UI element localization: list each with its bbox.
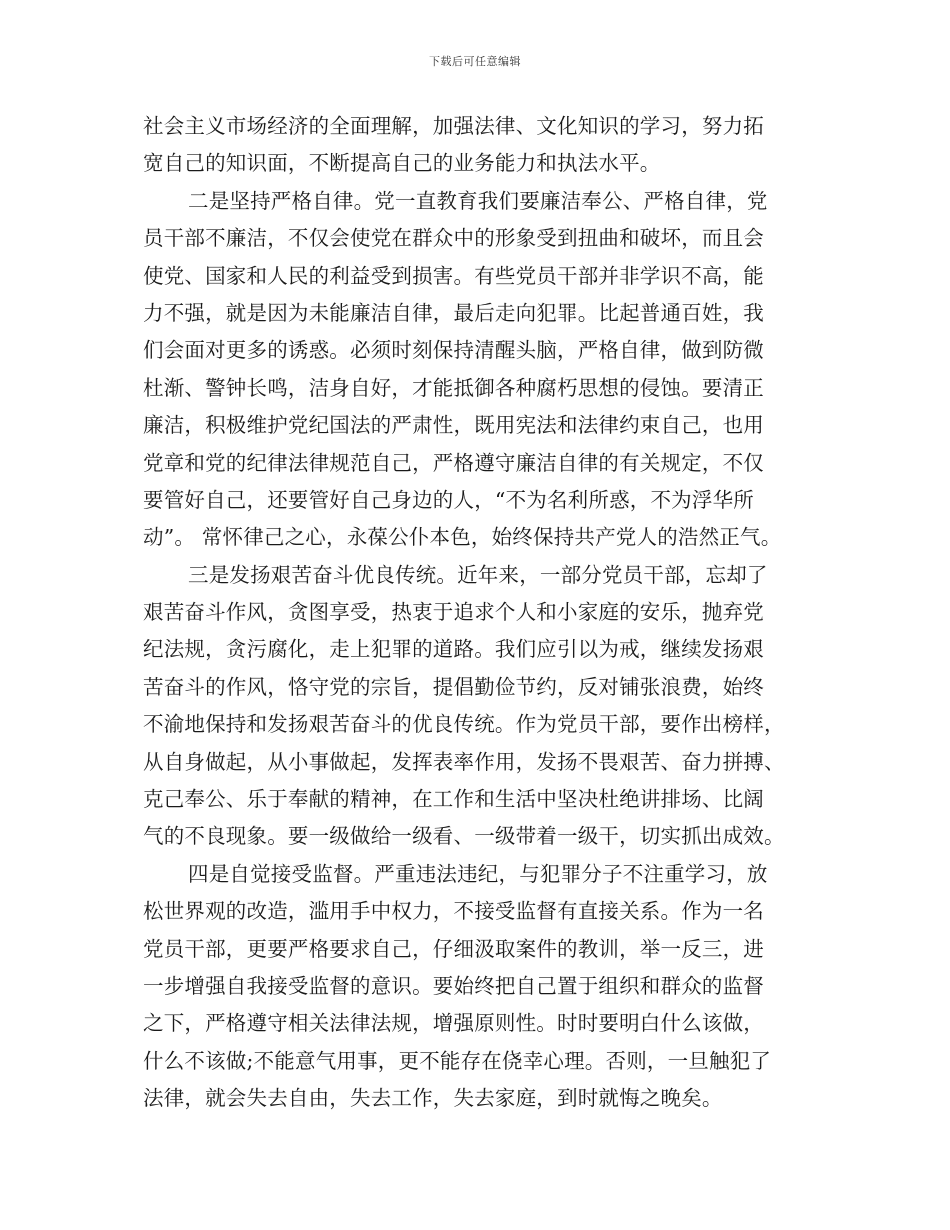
text-line: 党员干部，更要严格要求自己，仔细汲取案件的教训，举一反三，进 [143,936,764,961]
text-line: 社会主义市场经济的全面理解，加强法律、文化知识的学习，努力拓 [143,114,764,138]
text-line: 杜渐、警钟长鸣，洁身自好，才能抵御各种腐朽思想的侵蚀。要清正 [143,375,764,400]
text-line: 松世界观的改造，滥用手中权力，不接受监督有直接关系。作为一名 [143,899,764,924]
text-line: 从自身做起，从小事做起，发挥表率作用，发扬不畏艰苦、奋力拼搏、 [143,749,785,774]
paragraph-start-line: 二是坚持严格自律。党一直教育我们要廉洁奉公、严格自律，党 [188,188,768,213]
text-line: 克己奉公、乐于奉献的精神，在工作和生活中坚决杜绝讲排场、比阔 [143,787,764,812]
paragraph-start-line: 三是发扬艰苦奋斗优良传统。近年来，一部分党员干部，忘却了 [188,562,768,587]
text-line: 气的不良现象。要一级做给一级看、一级带着一级干，切实抓出成效。 [143,824,785,849]
text-line: 党章和党的纪律法律规范自己，严格遵守廉洁自律的有关规定，不仅 [143,450,764,475]
paragraph-start-line: 四是自觉接受监督。严重违法违纪，与犯罪分子不注重学习，放 [188,861,768,886]
text-line: 苦奋斗的作风，恪守党的宗旨，提倡勤俭节约，反对铺张浪费，始终 [143,674,764,699]
text-line: 不渝地保持和发扬艰苦奋斗的优良传统。作为党员干部，要作出榜样， [143,712,785,737]
text-line: 什么不该做;不能意气用事，更不能存在侥幸心理。否则，一旦触犯了 [143,1048,772,1073]
text-line: 们会面对更多的诱惑。必须时刻保持清醒头脑，严格自律，做到防微 [143,338,764,363]
text-line: 艰苦奋斗作风，贪图享受，热衷于追求个人和小家庭的安乐，抛弃党 [143,600,764,625]
text-line: 廉洁，积极维护党纪国法的严肃性，既用宪法和法律约束自己，也用 [143,413,764,438]
text-line: 要管好自己，还要管好自己身边的人，“不为名利所惑，不为浮华所 [143,487,754,512]
text-line: 力不强，就是因为未能廉洁自律，最后走向犯罪。比起普通百姓，我 [143,300,764,325]
text-line: 之下，严格遵守相关法律法规，增强原则性。时时要明白什么该做， [143,1011,764,1036]
page-header: 下载后可任意编辑 [429,55,521,68]
text-line: 宽自己的知识面，不断提高自己的业务能力和执法水平。 [143,151,661,176]
text-line: 纪法规，贪污腐化，走上犯罪的道路。我们应引以为戒，继续发扬艰 [143,637,764,662]
text-line: 使党、国家和人民的利益受到损害。有些党员干部并非学识不高，能 [143,263,764,288]
text-line: 法律，就会失去自由，失去工作，失去家庭，到时就悔之晚矣。 [143,1086,723,1111]
text-line: 动”。 常怀律己之心，永葆公仆本色，始终保持共产党人的浩然正气。 [143,525,782,550]
text-line: 员干部不廉洁，不仅会使党在群众中的形象受到扭曲和破坏，而且会 [143,226,764,251]
text-line: 一步增强自我接受监督的意识。要始终把自己置于组织和群众的监督 [143,973,764,998]
document-body [143,108,813,1118]
